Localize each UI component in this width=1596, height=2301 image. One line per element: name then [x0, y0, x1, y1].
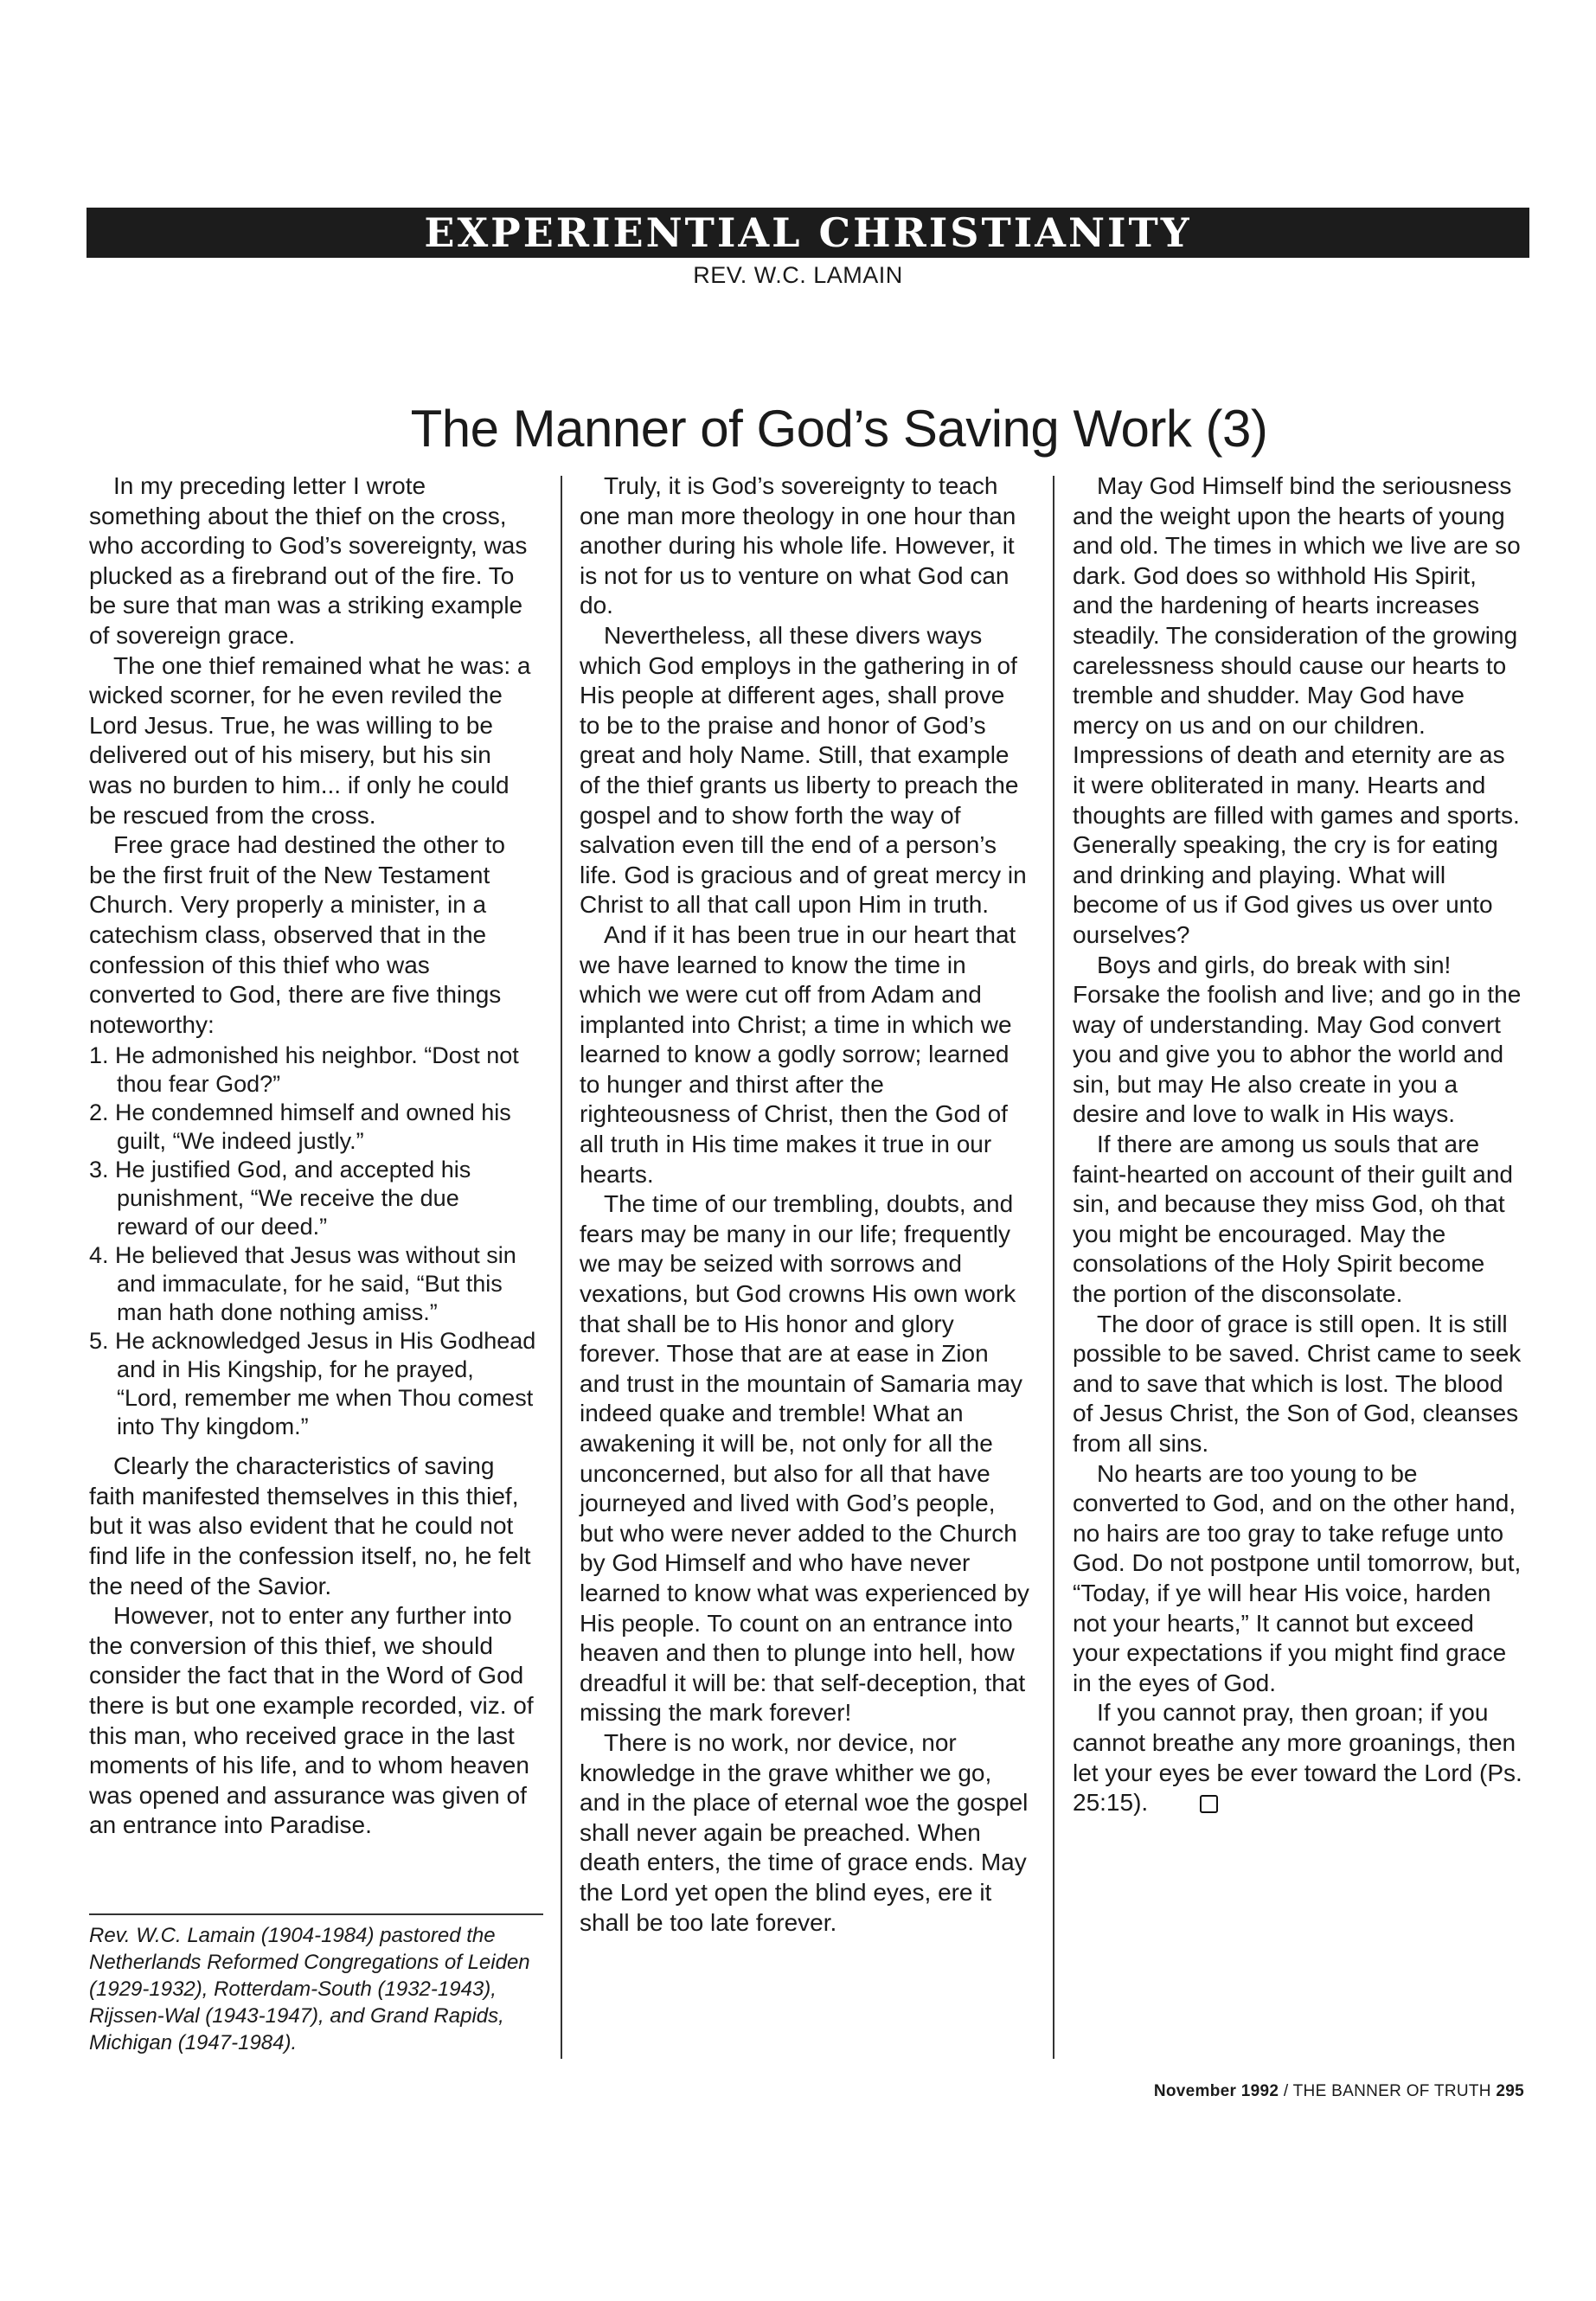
magazine-name: THE BANNER OF TRUTH [1292, 2082, 1491, 2100]
article-title: The Manner of God’s Saving Work (3) [410, 400, 1268, 458]
paragraph: The time of our trembling, doubts, and fears may be many in our life; frequently we may be seized with sorrows and vexations, but God crowns His own work that shall be to His honor and glory forever. Those that are at ease in Zion and trust in the mountain of Samaria may indeed quake and tremble! What an awakening it will be, not only for all the unconcerned, but also for all that have journeyed and lived with God’s people, but who were never added to the Church by God Himself and who have never learned to know what was experienced by His people. To count on an entrance into heaven and then to plunge into hell, how dreadful it will be: that self-deception, that missing the mark forever! [580, 1190, 1029, 1727]
list-item: 2. He condemned himself and owned his guilt, “We indeed justly.” [89, 1099, 511, 1155]
list-item: 1. He admonished his neighbor. “Dost not thou fear God?” [89, 1042, 519, 1098]
noteworthy-list [89, 1042, 536, 1441]
paragraph: The one thief remained what he was: a wicked scorner, for he even reviled the Lord Jesus. True, he was willing to be delivered out of his misery, but his sin was no burden to him... if only he could be rescued from the cross. [89, 651, 531, 829]
column-divider-1 [561, 476, 562, 2059]
paragraph: However, not to enter any further into the conversion of this thief, we should consider the fact that in the Word of God there is but one example recorded, viz. of this man, who received grace in the last moments of his life, and to whom heaven was opened and assurance was given of an entrance into Paradise. [89, 1602, 534, 1839]
section-banner: EXPERIENTIAL CHRISTIANITY [87, 208, 1529, 258]
footer-separator: / [1283, 2082, 1289, 2100]
page-footer [1154, 2080, 1524, 2103]
column-1 [89, 471, 536, 1841]
paragraph: And if it has been true in our heart that we have learned to know the time in which we were cut off from Adam and implanted into Christ; a time in which we learned to know a godly sorrow; learned to hunger and thirst after the righteousness of Christ, then the God of all truth in His time makes it true in our hearts. [580, 920, 1016, 1188]
list-item: 5. He acknowledged Jesus in His Godhead and in His Kingship, for he prayed, “Lord, remember me when Thou comest into Thy kingdom.” [89, 1328, 536, 1440]
list-item: 3. He justified God, and accepted his punishment, “We receive the due reward of our deed.” [89, 1157, 471, 1240]
paragraph: Boys and girls, do break with sin! Forsake the foolish and live; and go in the way of understanding. May God convert you and give you to abhor the world and sin, but may He also create in you a desire and love to walk in His ways. [1073, 951, 1522, 1128]
author-footnote: Rev. W.C. Lamain (1904-1984) pastored the Netherlands Reformed Congregations of Leiden (1929-1932), Rotterdam-South (1932-1943), Rijssen-Wal (1943-1947), and Grand Rapids, Michigan (1947-1984). [89, 1924, 530, 2054]
paragraph: Nevertheless, all these divers ways which God employs in the gathering in of His people at different ages, shall prove to be to the praise and honor of God’s great and holy Name. Still, that example of the thief grants us liberty to preach the gospel and to show forth the way of salvation even till the end of a person’s life. God is gracious and of great mercy in Christ to all that call upon Him in truth. [580, 621, 1027, 919]
paragraph: In my preceding letter I wrote something about the thief on the cross, who according to God’s sovereignty, was plucked as a firebrand out of the fire. To be sure that man was a striking example of sovereign grace. [89, 472, 528, 649]
paragraph-text: If you cannot pray, then groan; if you cannot breathe any more groanings, then let your eyes be ever toward the Lord (Ps. 25:15). [1073, 1699, 1522, 1817]
paragraph: Truly, it is God’s sovereignty to teach one man more theology in one hour than another during his whole life. However, it is not for us to venture on what God can do. [580, 472, 1016, 619]
paragraph: If there are among us souls that are faint-hearted on account of their guilt and sin, and because they miss God, oh that you might be encouraged. May the consolations of the Holy Spirit become the portion of the disconsolate. [1073, 1131, 1514, 1308]
paragraph: There is no work, nor device, nor knowledge in the grave whither we go, and in the place of eternal woe the gospel shall never again be preached. When death enters, the time of grace ends. May the Lord yet open the blind eyes, ere it shall be too late forever. [580, 1728, 1029, 1936]
list-item: 4. He believed that Jesus was without sin and immaculate, for he said, “But this man hath done nothing amiss.” [89, 1242, 516, 1326]
paragraph: The door of grace is still open. It is still possible to be saved. Christ came to seek and to save that which is lost. The blood of Jesus Christ, the Son of God, cleanses from all sins. [1073, 1310, 1522, 1457]
paragraph: May God Himself bind the seriousness and the weight upon the hearts of young and old. The times in which we live are so dark. God does so withhold His Spirit, and the hardening of hearts increases steadily. The consideration of the growing carelessness should cause our hearts to tremble and shudder. May God have mercy on us and on our children. Impressions of death and eternity are as it were obliterated in many. Hearts and thoughts are filled with games and sports. Generally speaking, the cry is for eating and drinking and playing. What will become of us if God gives us over unto ourselves? [1073, 472, 1521, 948]
issue-date: November 1992 [1153, 2082, 1279, 2100]
column-divider-2 [1053, 476, 1054, 2059]
column-2 [580, 471, 1029, 1938]
paragraph: Clearly the characteristics of saving faith manifested themselves in this thief, but it was also evident that he could not find life in the confession itself, no, he felt the need of the Savior. [89, 1452, 531, 1599]
column-3 [1073, 471, 1522, 1818]
end-mark-icon [1200, 1795, 1218, 1813]
paragraph: No hearts are too young to be converted to God, and on the other hand, no hairs are too gray to take refuge unto God. Do not postpone until tomorrow, but, “Today, if ye will hear His voice, harden not your hearts,” It cannot but exceed your expectations if you might find grace in the eyes of God. [1073, 1459, 1522, 1696]
page-number: 295 [1496, 2082, 1524, 2100]
paragraph [1073, 1698, 1522, 1817]
author-byline: REV. W.C. LAMAIN [693, 262, 903, 288]
footnote-rule [89, 1913, 543, 1915]
paragraph: Free grace had destined the other to be the first fruit of the New Testament Church. Very properly a minister, in a catechism class, observed that in the confession of this thief who was converted to God, there are five things noteworthy: [89, 831, 505, 1038]
